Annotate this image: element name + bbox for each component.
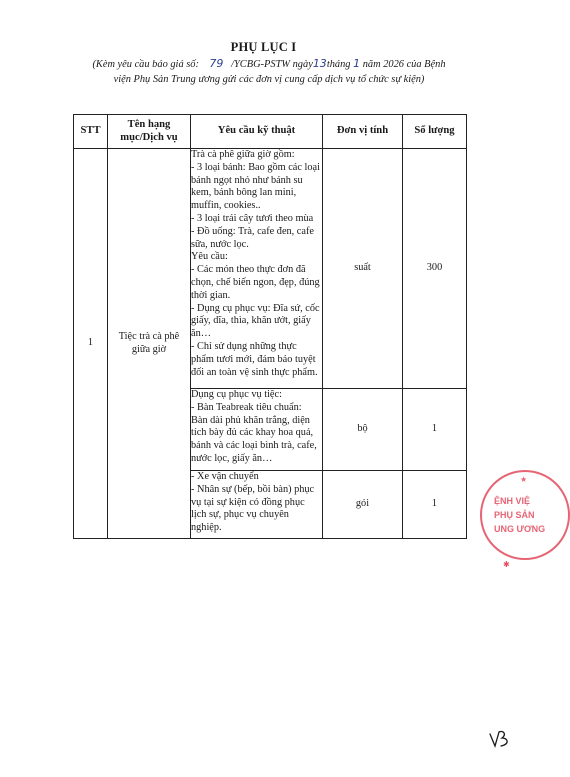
requirement-line: - Bàn Teabreak tiêu chuẩn: bbox=[191, 401, 302, 413]
appendix-subtitle bbox=[30, 56, 508, 87]
day-handwritten: 13 bbox=[312, 57, 327, 70]
item-name-line2: giữa giờ bbox=[131, 343, 167, 355]
requirement-line: phẩm tươi mới, đảm bảo tuyệt bbox=[191, 353, 316, 365]
subtitle-mid1: /YCBG-PSTW ngày bbox=[231, 59, 313, 70]
requirement-line: - Chỉ sử dụng những thực bbox=[191, 340, 297, 352]
cell-quantity: 1 bbox=[403, 471, 467, 539]
subtitle-line2: viện Phụ Sản Trung ương gửi các đơn vị cung cấp dịch vụ tổ chức sự kiện) bbox=[113, 74, 425, 85]
requirement-line: - Dụng cụ phục vụ: Đĩa sứ, cốc bbox=[191, 302, 320, 314]
stamp-line1: ỆNH VIỆ bbox=[494, 496, 531, 506]
stamp-star-icon: ★ bbox=[520, 475, 528, 484]
stamp-asterisk-icon: ✱ bbox=[503, 560, 510, 569]
cell-item-name bbox=[108, 149, 191, 539]
requirement-lines bbox=[191, 389, 322, 466]
requirement-line: - 3 loại trái cây tươi theo mùa bbox=[191, 212, 314, 224]
subtitle-mid3: năm 2026 của Bệnh bbox=[362, 59, 446, 70]
stamp-line2: PHỤ SẢN bbox=[494, 510, 535, 520]
requirement-line: giấy, dĩa, thìa, khăn ướt, giấy bbox=[191, 315, 311, 327]
stamp-line3: UNG ƯƠNG bbox=[494, 524, 546, 534]
requirement-line: Bàn dài phủ khăn trắng, diện bbox=[191, 414, 310, 426]
hospital-stamp bbox=[480, 470, 570, 560]
item-name-line1: Tiệc trà cà phê bbox=[118, 330, 180, 342]
requirements-table bbox=[73, 114, 467, 539]
requirement-lines bbox=[191, 149, 322, 379]
requirement-line: đối an toàn vệ sinh thực phẩm. bbox=[191, 366, 318, 378]
header-name-line1: Tên hạng bbox=[127, 118, 171, 130]
cell-quantity: 1 bbox=[403, 389, 467, 471]
requirement-line: ăn… bbox=[191, 328, 212, 340]
requirement-line: Yêu cầu: bbox=[191, 251, 228, 263]
initials-signature-icon bbox=[486, 728, 516, 750]
table-row bbox=[74, 149, 467, 389]
header-item-name bbox=[108, 115, 191, 149]
header-requirements: Yêu cầu kỹ thuật bbox=[191, 115, 323, 149]
requirement-line: nước lọc, giấy ăn… bbox=[191, 452, 273, 464]
requirement-line: - Nhân sự (bếp, bồi bàn) phục bbox=[191, 483, 315, 495]
requirement-line: lịch sự, phục vụ chuyên bbox=[191, 509, 289, 521]
requirement-line: - Đồ uống: Trà, cafe đen, cafe bbox=[191, 225, 314, 237]
requirement-line: bánh ngọt nhỏ như bánh su bbox=[191, 174, 303, 186]
cell-requirements bbox=[191, 149, 323, 389]
requirement-line: sữa, nước lọc. bbox=[191, 238, 249, 250]
requirement-line: kem, bánh bông lan mini, bbox=[191, 187, 297, 199]
requirement-lines bbox=[191, 471, 322, 535]
requirement-line: chọn, chế biến ngon, đẹp, đúng bbox=[191, 276, 320, 288]
cell-unit: gói bbox=[323, 471, 403, 539]
appendix-title: PHỤ LỤC I bbox=[230, 40, 297, 54]
requirement-line: - Các món theo thực đơn đã bbox=[191, 264, 306, 276]
requirement-line: tích bày đủ các khay hoa quả, bbox=[191, 427, 314, 439]
cell-unit: bộ bbox=[323, 389, 403, 471]
requirement-line: thời gian. bbox=[191, 289, 231, 301]
requirement-line: muffin, cookies.. bbox=[191, 200, 261, 212]
requirement-line: - Xe vận chuyển bbox=[191, 471, 259, 482]
table-header-row bbox=[74, 115, 467, 149]
subtitle-mid2: tháng bbox=[326, 59, 351, 70]
header-unit: Đơn vị tính bbox=[323, 115, 403, 149]
doc-number-handwritten: 79 bbox=[209, 57, 224, 70]
cell-quantity: 300 bbox=[403, 149, 467, 389]
cell-requirements bbox=[191, 471, 323, 539]
requirement-line: Dụng cụ phục vụ tiệc: bbox=[191, 389, 282, 400]
cell-requirements bbox=[191, 389, 323, 471]
header-name-line2: mục/Dịch vụ bbox=[120, 131, 178, 143]
subtitle-prefix: (Kèm yêu cầu báo giá số: bbox=[92, 59, 199, 70]
requirement-line: - 3 loại bánh: Bao gồm các loại bbox=[191, 161, 320, 173]
cell-stt: 1 bbox=[74, 149, 108, 539]
header-quantity: Số lượng bbox=[403, 115, 467, 149]
requirement-line: bánh và các loại bình trà, cafe, bbox=[191, 440, 317, 452]
month-handwritten: 1 bbox=[353, 57, 361, 70]
header-stt: STT bbox=[74, 115, 108, 149]
requirement-line: nghiệp. bbox=[191, 522, 222, 534]
cell-unit: suất bbox=[323, 149, 403, 389]
requirement-line: vụ tại sự kiện có đồng phục bbox=[191, 496, 305, 508]
requirement-line: Trà cà phê giữa giờ gồm: bbox=[191, 149, 295, 160]
